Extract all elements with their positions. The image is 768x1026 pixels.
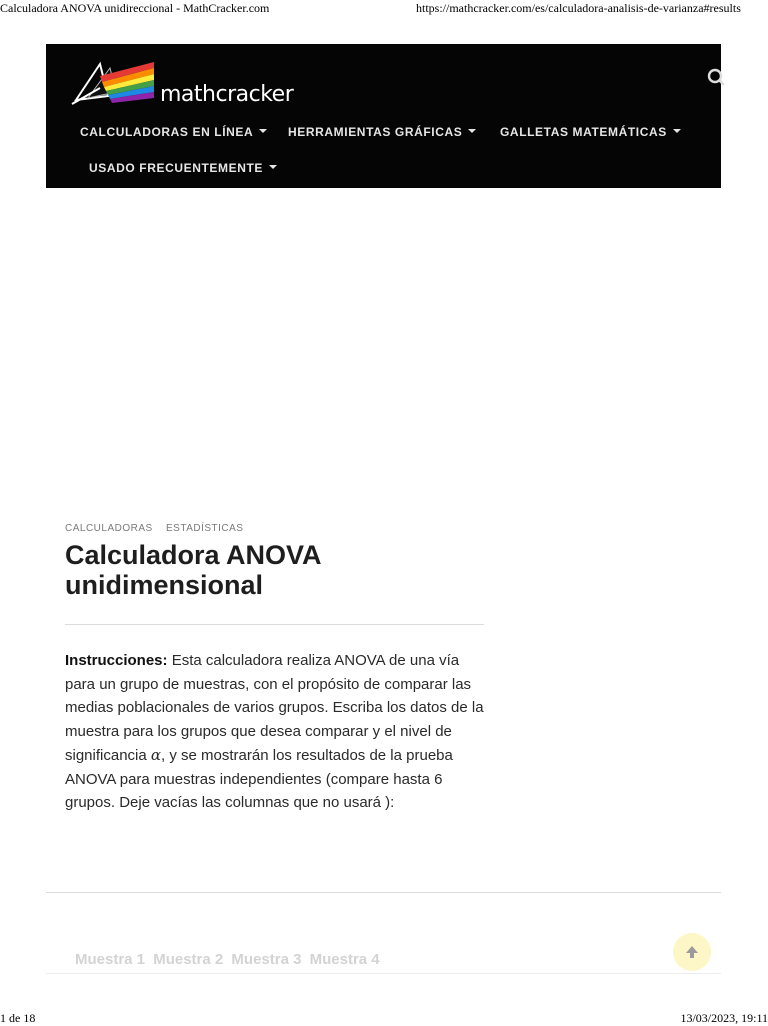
- search-icon[interactable]: [707, 68, 725, 86]
- print-header-url: https://mathcracker.com/es/calculadora-analisis-de-varianza#results: [416, 1, 741, 15]
- print-header-title: Calculadora ANOVA unidireccional - MathCracker.com: [0, 1, 270, 15]
- caret-down-icon: [468, 129, 476, 133]
- sample-tabs: [75, 951, 384, 968]
- navbar: [46, 44, 721, 188]
- arrow-up-icon: [684, 944, 700, 960]
- logo-text: mathcracker: [160, 82, 294, 107]
- nav-item-label: USADO FRECUENTEMENTE: [89, 161, 264, 175]
- sample-tab-2[interactable]: Muestra 2: [153, 951, 224, 968]
- print-footer-page: 1 de 18: [0, 1011, 36, 1025]
- caret-down-icon: [673, 129, 681, 133]
- instructions-label: Instrucciones:: [65, 652, 168, 669]
- nav-item-galletas-matematicas[interactable]: [500, 125, 681, 139]
- alpha-symbol: α: [150, 745, 162, 764]
- breadcrumb: [65, 523, 253, 534]
- page-title: Calculadora ANOVA unidimensional: [65, 540, 321, 600]
- sample-tab-4[interactable]: Muestra 4: [309, 951, 380, 968]
- title-divider: [65, 624, 484, 625]
- nav-item-label: HERRAMIENTAS GRÁFICAS: [288, 125, 463, 139]
- nav-item-herramientas-graficas[interactable]: [288, 125, 476, 139]
- scroll-to-top-button[interactable]: [673, 933, 711, 971]
- nav-item-calculadoras-en-linea[interactable]: [80, 125, 267, 139]
- caret-down-icon: [269, 165, 277, 169]
- section-divider: [46, 892, 721, 893]
- nav-item-usado-frecuentemente[interactable]: [89, 161, 277, 175]
- instructions-body-2: , y se mostrarán los resultados de la prueba ANOVA para muestras independientes (compare hasta 6 grupos. Deje vacías las columnas que no usará ):: [65, 746, 453, 812]
- nav-item-label: GALLETAS MATEMÁTICAS: [500, 125, 667, 139]
- logo-link[interactable]: [70, 58, 294, 108]
- table-header-divider: [46, 973, 721, 974]
- sample-tab-3[interactable]: Muestra 3: [231, 951, 302, 968]
- logo-prism-icon: [70, 58, 160, 108]
- caret-down-icon: [259, 129, 267, 133]
- breadcrumb-item-estadisticas[interactable]: ESTADÍSTICAS: [165, 523, 244, 534]
- print-footer-datetime: 13/03/2023, 19:11: [680, 1011, 768, 1025]
- breadcrumb-item-calculadoras[interactable]: CALCULADORAS: [65, 523, 153, 534]
- instructions-body-1: Esta calculadora realiza ANOVA de una vía para un grupo de muestras, con el propósito de comparar las medias poblacionales de varios grupos. Escriba los datos de la muestra para los grupos que desea comparar y el nivel de significancia: [65, 652, 484, 764]
- sample-tab-1[interactable]: Muestra 1: [75, 951, 146, 968]
- nav-item-label: CALCULADORAS EN LÍNEA: [80, 125, 254, 139]
- instructions-text: [65, 649, 485, 815]
